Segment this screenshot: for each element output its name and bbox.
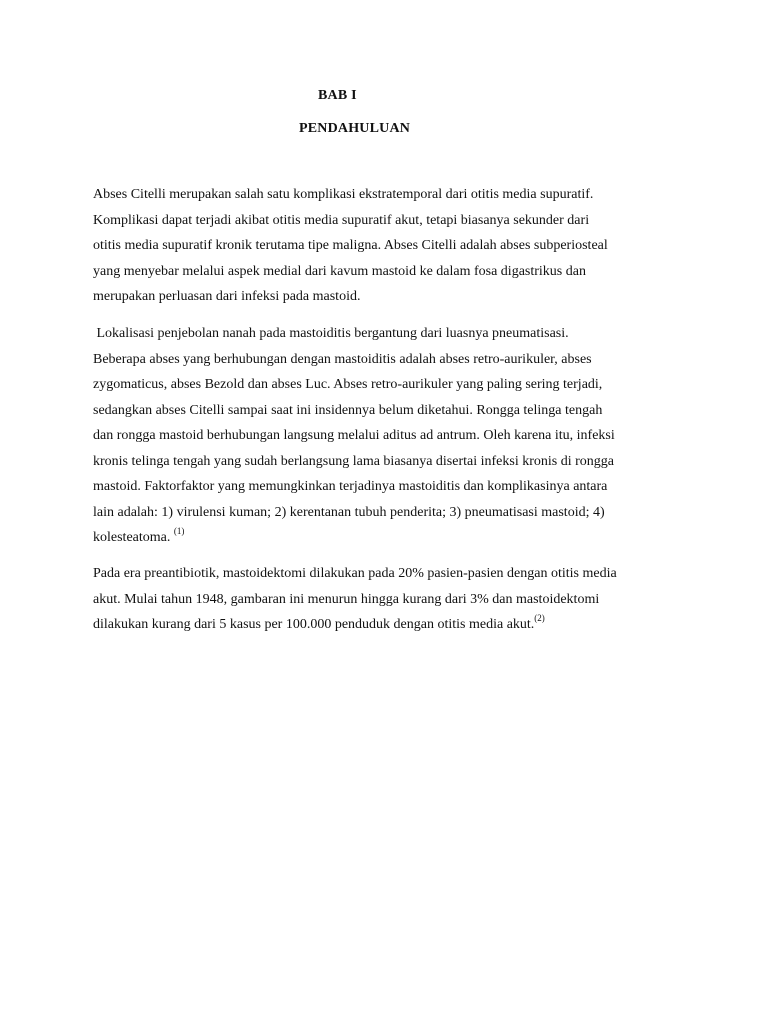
paragraph-line: Lokalisasi penjebolan nanah pada mastoiditis bergantung dari luasnya pneumatisasi. [93, 326, 569, 341]
chapter-number: BAB I [318, 88, 357, 103]
chapter-title: PENDAHULUAN [299, 121, 411, 136]
paragraph-1 [93, 182, 683, 310]
paragraph-line: kronis telinga tengah yang sudah berlangsung lama biasanya disertai infeksi kronis di rongga [93, 453, 614, 469]
paragraph-line: otitis media supuratif kronik terutama tipe maligna. Abses Citelli adalah abses subperiosteal [93, 238, 608, 253]
footnote-reference: (2) [534, 613, 545, 624]
paragraph-line-with-footnote [93, 525, 683, 551]
paragraph-line: lain adalah: 1) virulensi kuman; 2) kerentanan tubuh penderita; 3) pneumatisasi mastoid; 4) [93, 504, 605, 520]
paragraph-2 [93, 321, 683, 551]
paragraph-line: merupakan perluasan dari infeksi pada mastoid. [93, 289, 361, 304]
paragraph-line: sedangkan abses Citelli sampai saat ini insidennya belum diketahui. Rongga telinga tengah [93, 402, 603, 418]
paragraph-line-text: dilakukan kurang dari 5 kasus per 100.000 penduduk dengan otitis media akut. [93, 617, 535, 632]
paragraph-line: dan rongga mastoid berhubungan langsung melalui aditus ad antrum. Oleh karena itu, infeksi [93, 428, 615, 443]
paragraph-line: Komplikasi dapat terjadi akibat otitis media supuratif akut, tetapi biasanya sekunder dari [93, 212, 590, 228]
footnote-reference: (1) [173, 526, 185, 537]
paragraph-line: Beberapa abses yang berhubungan dengan mastoiditis adalah abses retro-aurikuler, abses [93, 351, 592, 367]
paragraph-line: mastoid. Faktorfaktor yang memungkinkan terjadinya mastoiditis dan komplikasinya antara [93, 479, 608, 494]
paragraph-line-with-footnote [93, 612, 683, 638]
paragraph-line-text: kolesteatoma. [93, 530, 174, 545]
paragraph-line: akut. Mulai tahun 1948, gambaran ini menurun hingga kurang dari 3% dan mastoidektomi [93, 591, 600, 607]
paragraph-line: Pada era preantibiotik, mastoidektomi dilakukan pada 20% pasien-pasien dengan otitis media [93, 566, 617, 581]
paragraph-line: yang menyebar melalui aspek medial dari kavum mastoid ke dalam fosa digastrikus dan [93, 263, 586, 279]
paragraph-line: zygomaticus, abses Bezold dan abses Luc. Abses retro-aurikuler yang paling sering terjadi, [93, 377, 603, 392]
paragraph-line: Abses Citelli merupakan salah satu komplikasi ekstratemporal dari otitis media supuratif. [93, 187, 594, 202]
paragraph-3 [93, 561, 683, 638]
